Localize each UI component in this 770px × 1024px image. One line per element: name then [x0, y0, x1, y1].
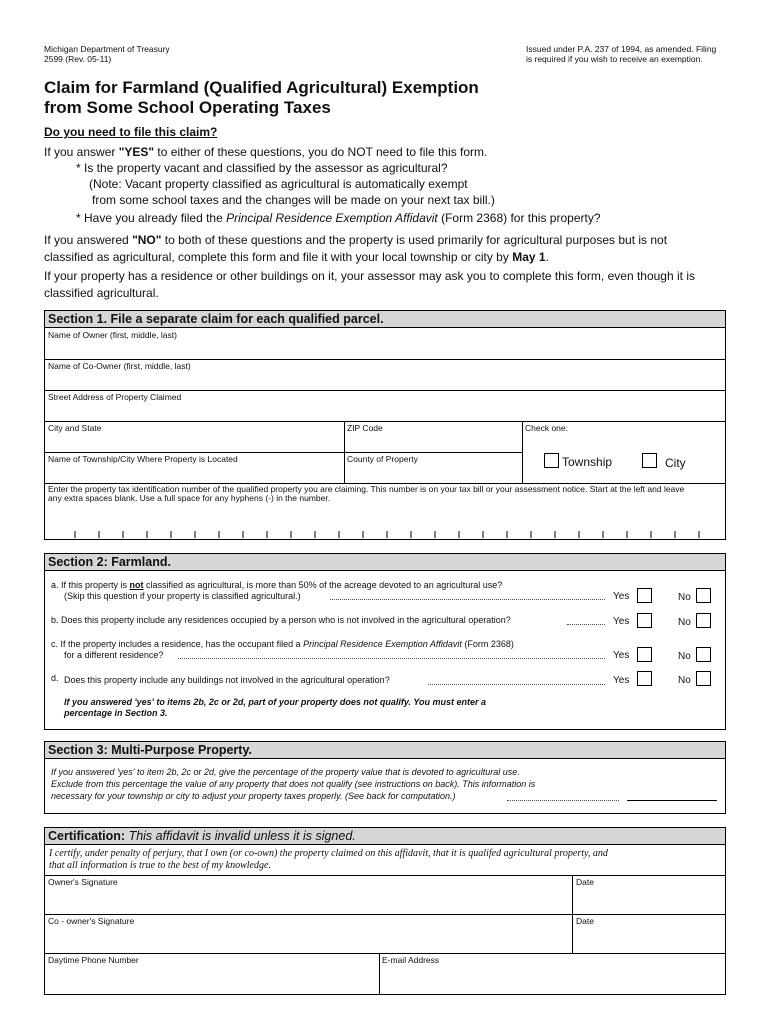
section-3 — [44, 741, 726, 814]
bullet-vacant: * Is the property vacant and classified by the assessor as agricultural? — [76, 161, 448, 175]
q2c-affidavit: Principal Residence Exemption Affidavit — [303, 639, 462, 649]
coowner-name-field[interactable] — [45, 360, 725, 390]
township-name-label: Name of Township/City Where Property is Located — [48, 454, 238, 464]
p2-text: If you answered — [44, 233, 133, 247]
p3-line-1: If your property has a residence or other buildings on it, your assessor may ask you to complete this form, even though it is — [44, 269, 695, 283]
paragraph-residence — [44, 268, 695, 302]
owner-signature-field[interactable] — [45, 876, 571, 914]
section-1 — [44, 310, 726, 540]
intro-text-cont: to either of these questions, you do NOT need to file this form. — [154, 145, 488, 159]
q2c-line-2: for a different residence? — [64, 650, 164, 660]
bullet-affidavit — [76, 210, 601, 226]
street-address-field[interactable] — [45, 391, 725, 421]
city-option-label: City — [665, 456, 686, 470]
q2a-skip-note: (Skip this question if your property is classified agricultural.) — [64, 591, 301, 601]
q2b-yes-checkbox[interactable] — [637, 613, 652, 628]
q2d-no-label: No — [678, 675, 691, 686]
form-title — [44, 78, 479, 118]
q2c-form: (Form 2368) — [461, 639, 514, 649]
s3-line-2: Exclude from this percentage the value of any property that does not qualify (see instructions on back). This information is — [51, 779, 536, 789]
email-label: E-mail Address — [382, 955, 440, 965]
certification-statement — [49, 848, 608, 872]
cert-line-1: I certify, under penalty of perjury, that I own (or co-own) the property claimed on this affidavit, that it is qualifed agricultural property, and — [49, 848, 608, 859]
leader-dots — [330, 599, 605, 600]
q2a-no-label: No — [678, 592, 691, 603]
city-state-field[interactable] — [45, 422, 343, 452]
question-2d-letter: d. — [51, 673, 59, 683]
q2c-no-label: No — [678, 651, 691, 662]
township-name-field[interactable] — [45, 453, 343, 483]
cert-line-2: that all information is true to the best of my knowledge. — [49, 860, 271, 871]
leader-dots — [507, 800, 619, 801]
date-1-label: Date — [576, 877, 594, 887]
q2d-no-checkbox[interactable] — [696, 671, 711, 686]
authority-line-2: is required if you wish to receive an exemption. — [526, 54, 703, 64]
question-2d: Does this property include any buildings not involved in the agricultural operation? — [64, 675, 390, 685]
question-2b: b. Does this property include any residences occupied by a person who is not involved in the agricultural operation? — [51, 615, 511, 625]
bullet-affidavit-text: * Have you already filed the — [76, 211, 227, 225]
q2a-not: not — [129, 580, 144, 590]
tax-id-instructions-2: any extra spaces blank. Use a full space for any hyphens (-) in the number. — [48, 493, 331, 503]
date-2-label: Date — [576, 916, 594, 926]
department-header — [44, 44, 170, 64]
authority-line-1: Issued under P.A. 237 of 1994, as amended. Filing — [526, 44, 717, 54]
bullet-affidavit-end: (Form 2368) for this property? — [437, 211, 601, 225]
p2-text-cont: to both of these questions and the property is used primarily for agricultural purposes but is not — [161, 233, 668, 247]
department-name: Michigan Department of Treasury — [44, 44, 170, 54]
zip-field[interactable] — [345, 422, 521, 452]
section-1-heading: Section 1. File a separate claim for each qualified parcel. — [45, 311, 725, 328]
leader-dots — [178, 658, 605, 659]
tax-id-number-field[interactable] — [45, 505, 725, 539]
authority-note — [526, 44, 746, 64]
p3-line-2: classified agricultural. — [44, 286, 159, 300]
zip-label: ZIP Code — [347, 423, 383, 433]
q2c-yes-checkbox[interactable] — [637, 647, 652, 662]
affidavit-title: Principal Residence Exemption Affidavit — [226, 211, 438, 225]
county-field[interactable] — [345, 453, 521, 483]
coowner-signature-field[interactable] — [45, 915, 571, 953]
intro-line-1 — [44, 144, 487, 160]
owner-signature-label: Owner's Signature — [48, 877, 118, 887]
filing-question-heading: Do you need to file this claim? — [44, 125, 218, 139]
tax-id-instructions-1: Enter the property tax identification number of the qualified property you are claiming. This number is on your tax bill or your assessment notice. Start at the left and leave — [48, 484, 685, 494]
tax-id-instructions — [48, 485, 722, 503]
agricultural-percentage-field[interactable] — [627, 786, 717, 801]
owner-name-label: Name of Owner (first, middle, last) — [48, 330, 177, 340]
date-2-field[interactable] — [573, 915, 725, 953]
leader-dots — [567, 624, 605, 625]
q2c-no-checkbox[interactable] — [696, 647, 711, 662]
section-3-heading: Section 3: Multi-Purpose Property. — [45, 742, 725, 759]
county-label: County of Property — [347, 454, 418, 464]
q2a-yes-label: Yes — [613, 591, 630, 602]
township-option-label: Township — [562, 455, 613, 469]
paragraph-no — [44, 232, 667, 266]
p2-text-line2: classified as agricultural, complete this form and file it with your local township or city by — [44, 250, 513, 264]
note-line-1: If you answered 'yes' to items 2b, 2c or 2d, part of your property does not qualify. You must enter a — [64, 697, 487, 707]
q2a-text: a. If this property is — [51, 580, 130, 590]
note-line-2: percentage in Section 3. — [64, 708, 168, 718]
q2b-yes-label: Yes — [613, 616, 630, 627]
s3-line-1: If you answered 'yes' to item 2b, 2c or 2d, give the percentage of the property value that is devoted to agricultural use. — [51, 767, 520, 777]
certification-heading — [45, 828, 725, 845]
check-one-label: Check one: — [525, 423, 568, 433]
cert-heading-italic: This affidavit is invalid unless it is signed. — [125, 829, 356, 843]
q2a-text-cont: classified as agricultural, is more than 50% of the acreage devoted to an agricultural use? — [143, 580, 503, 590]
phone-field[interactable] — [45, 954, 378, 994]
email-field[interactable] — [380, 954, 725, 994]
cert-heading-bold: Certification: — [48, 829, 126, 843]
q2d-yes-label: Yes — [613, 675, 630, 686]
coowner-name-label: Name of Co-Owner (first, middle, last) — [48, 361, 191, 371]
s3-line-3: necessary for your township or city to adjust your property taxes properly. (See back for computation.) — [51, 791, 456, 801]
title-line-2: from Some School Operating Taxes — [44, 98, 331, 117]
note-line-2: from some school taxes and the changes will be made on your next tax bill.) — [92, 193, 495, 207]
section-2-heading: Section 2: Farmland. — [45, 554, 725, 571]
q2b-no-checkbox[interactable] — [696, 613, 711, 628]
intro-text: If you answer — [44, 145, 119, 159]
street-address-label: Street Address of Property Claimed — [48, 392, 182, 402]
section-2-note — [64, 697, 486, 719]
city-checkbox[interactable] — [642, 453, 657, 468]
q2c-text: c. If the property includes a residence, has the occupant filed a — [51, 639, 304, 649]
certification-section — [44, 827, 726, 995]
q2a-no-checkbox[interactable] — [696, 588, 711, 603]
owner-name-field[interactable] — [45, 328, 725, 359]
deadline: May 1 — [512, 250, 546, 264]
q2d-yes-checkbox[interactable] — [637, 671, 652, 686]
section-3-instructions — [51, 766, 535, 802]
coowner-signature-label: Co - owner's Signature — [48, 916, 135, 926]
p2-period: . — [545, 250, 549, 264]
title-line-1: Claim for Farmland (Qualified Agricultural) Exemption — [44, 78, 479, 97]
township-checkbox[interactable] — [544, 453, 559, 468]
city-state-label: City and State — [48, 423, 102, 433]
q2c-yes-label: Yes — [613, 650, 630, 661]
tax-id-tick-marks — [45, 505, 725, 539]
form-number: 2599 (Rev. 05-11) — [44, 54, 112, 64]
phone-label: Daytime Phone Number — [48, 955, 139, 965]
note-line-1: (Note: Vacant property classified as agricultural is automatically exempt — [89, 177, 468, 191]
intro-yes: "YES" — [118, 145, 155, 159]
leader-dots — [428, 684, 605, 685]
date-1-field[interactable] — [573, 876, 725, 914]
p2-no: "NO" — [132, 233, 162, 247]
q2b-no-label: No — [678, 617, 691, 628]
q2a-yes-checkbox[interactable] — [637, 588, 652, 603]
